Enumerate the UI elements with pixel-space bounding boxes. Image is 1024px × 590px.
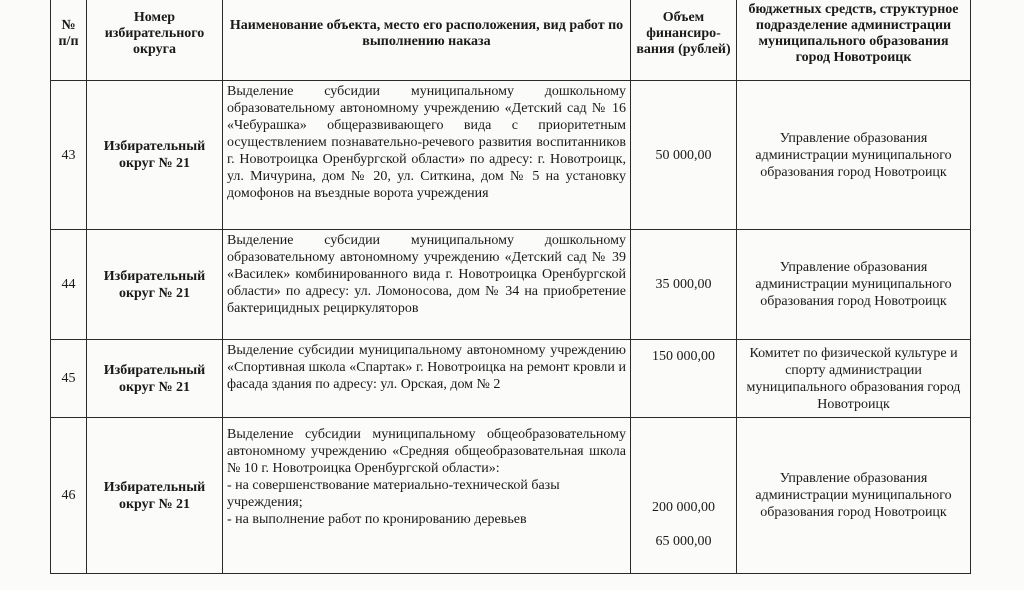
- row-district: Избирательный округ № 21: [87, 230, 223, 340]
- row-district: Избирательный округ № 21: [87, 81, 223, 230]
- header-num: № п/п: [51, 0, 87, 81]
- table-row: [51, 340, 971, 418]
- row-description: Выделение субсидии муниципальному дошкольному образовательному автономному учреждению «Детский сад № 39 «Василек» комбинированного вида г. Новотроицка Оренбургской области» по адресу: ул. Ломоносова, дом № 34 на приобретение бактерицидных рециркуляторов: [223, 230, 631, 340]
- row-amount: [631, 418, 737, 574]
- description-item: - на выполнение работ по кронированию деревьев: [227, 512, 527, 527]
- amount-item: 200 000,00: [652, 500, 715, 515]
- row-description: [223, 418, 631, 574]
- row-num: 45: [51, 340, 87, 418]
- row-district: Избирательный округ № 21: [87, 340, 223, 418]
- header-district: Номер избирательного округа: [87, 0, 223, 81]
- header-recipient: бюджетных средств, структурное подразделение администрации муниципального образования город Новотроицк: [737, 0, 971, 81]
- row-num: 44: [51, 230, 87, 340]
- table-row: [51, 81, 971, 230]
- row-description: Выделение субсидии муниципальному автономному учреждению «Спортивная школа «Спартак» г. Новотроицка на ремонт кровли и фасада здания по адресу: ул. Орская, дом № 2: [223, 340, 631, 418]
- row-organization: Комитет по физической культуре и спорту администрации муниципального образования город Новотроицк: [737, 340, 971, 418]
- funding-table: [50, 0, 971, 574]
- row-description: Выделение субсидии муниципальному дошкольному образовательному автономному учреждению «Детский сад № 16 «Чебурашка» общеразвивающего вида с приоритетным осуществлением познавательно-речевого развития воспитанников г. Новотроицка Оренбургской области» по адресу: г. Новотроицк, ул. Мичурина, дом № 20, ул. Ситкина, дом № 5 на установку домофонов на въездные ворота учреждения: [223, 81, 631, 230]
- row-amount: 150 000,00: [631, 340, 737, 418]
- row-num: 46: [51, 418, 87, 574]
- row-amount: 50 000,00: [631, 81, 737, 230]
- header-object: Наименование объекта, место его расположения, вид работ по выполнению наказа: [223, 0, 631, 81]
- row-num: 43: [51, 81, 87, 230]
- table-row: [51, 418, 971, 574]
- description-item: - на совершенствование материально-технической базы учреждения;: [227, 478, 560, 510]
- amount-item: 65 000,00: [655, 534, 712, 549]
- table-row: [51, 230, 971, 340]
- description-intro: Выделение субсидии муниципальному общеобразовательному автономному учреждению «Средняя общеобразовательная школа № 10 г. Новотроицка Оренбургской области»:: [227, 427, 626, 476]
- row-organization: Управление образования администрации муниципального образования город Новотроицк: [737, 230, 971, 340]
- row-amount: 35 000,00: [631, 230, 737, 340]
- row-organization: Управление образования администрации муниципального образования город Новотроицк: [737, 418, 971, 574]
- row-district: Избирательный округ № 21: [87, 418, 223, 574]
- header-amount: Объем финансиро-вания (рублей): [631, 0, 737, 81]
- table-header-row: [51, 0, 971, 81]
- row-organization: Управление образования администрации муниципального образования город Новотроицк: [737, 81, 971, 230]
